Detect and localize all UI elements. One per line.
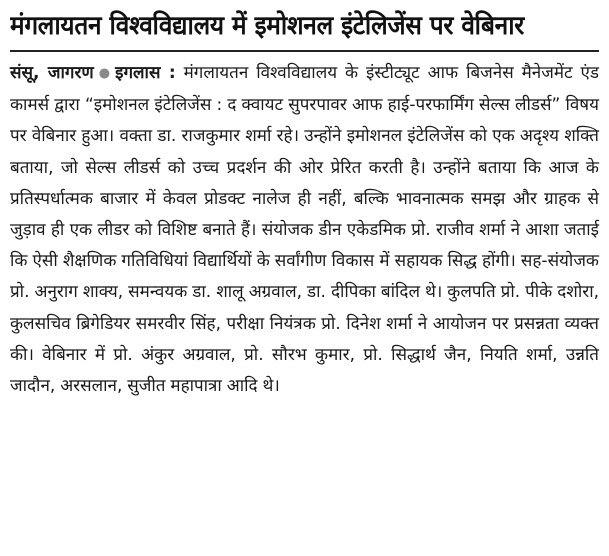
- headline: मंगलायतन विश्वविद्यालय में इमोशनल इंटेलिजेंस पर वेबिनार: [10, 11, 524, 41]
- dateline-place: इगलास :: [115, 63, 176, 83]
- headline-divider: [10, 50, 599, 52]
- article-body-paragraph: [10, 58, 599, 402]
- article-body: मंगलायतन विश्वविद्यालय के इंस्टीट्यूट आफ बिजनेस मैनेजमेंट एंड कामर्स द्वारा “इमोशनल इंटेलिजेंस : द क्वायट सुपरपावर आफ हाई-परफार्मिंग सेल्स लीडर्स” विषय पर वेबिनार हुआ। वक्ता डा. राजकुमार शर्मा रहे। उन्होंने इमोशनल इंटेलिजेंस को एक अदृश्य शक्ति बताया, जो सेल्स लीडर्स को उच्च प्रदर्शन की ओर प्रेरित करती है। उन्होंने बताया कि आज के प्रतिस्पर्धात्मक बाजार में केवल प्रोडक्ट नालेज ही नहीं, बल्कि भावनात्मक समझ और ग्राहक से जुड़ाव ही एक लीडर को विशिष्ट बनाते हैं। संयोजक डीन एकेडमिक प्रो. राजीव शर्मा ने आशा जताई कि ऐसी शैक्षणिक गतिविधियां विद्यार्थियों के सर्वांगीण विकास में सहायक सिद्ध होंगी। सह-संयोजक प्रो. अनुराग शाक्य, समन्वयक डा. शालू अग्रवाल, डा. दीपिका बांदिल थे। कुलपति प्रो. पीके दशोरा, कुलसचिव ब्रिगेडियर समरवीर सिंह, परीक्षा नियंत्रक प्रो. दिनेश शर्मा ने आयोजन पर प्रसन्नता व्यक्त की। वेबिनार में प्रो. अंकुर अग्रवाल, प्रो. सौरभ कुमार, प्रो. सिद्धार्थ जैन, नियति शर्मा, उन्नति जादौन, अरसलान, सुजीत महापात्रा आदि थे।: [10, 63, 600, 397]
- dateline-source: संसू, जागरण: [10, 63, 94, 83]
- bullet-icon: ●: [95, 66, 114, 81]
